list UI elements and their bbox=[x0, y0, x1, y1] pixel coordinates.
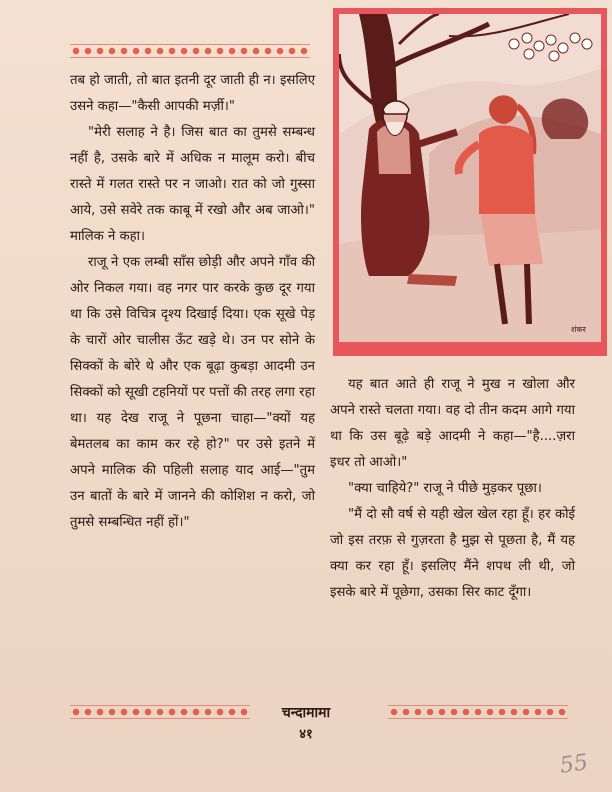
paragraph: "मेरी सलाह ने है। जिस बात का तुमसे सम्बन्ध नहीं है, उसके बारे में अधिक न मालूम करो। बीच रास्ते में गलत रास्ते पर न जाओ। रात को जो गुस्सा आये, उसे सवेरे तक काबू में रखो और अब जाओ।" मालिक ने कहा। bbox=[70, 125, 315, 244]
paragraph: तब हो जाती, तो बात इतनी दूर जाती ही न। इसलिए उसने कहा—"कैसी आपकी मर्ज़ी।" bbox=[70, 73, 315, 114]
magazine-name: चन्दामामा bbox=[281, 705, 331, 721]
paragraph: "मैं दो सौ वर्ष से यही खेल खेल रहा हूँ। हर कोई जो इस तरफ़ से गुज़रता है मुझ से पूछता है, मैं यह क्या कर रहा हूँ। इसलिए मैंने शपथ ली थी, जो इसके बारे में पूछेगा, उसका सिर काट दूँगा। bbox=[330, 507, 575, 600]
handwritten-page-mark: 55 bbox=[558, 750, 590, 779]
top-ornament-border bbox=[70, 44, 310, 58]
paragraph: राजू ने एक लम्बी साँस छोड़ी और अपने गाँव की ओर निकल गया। वह नगर पार करके कुछ दूर गया था कि उसे विचित्र दृश्य दिखाई दिया। एक सूखे पेड़ के चारों ओर चालीस ऊँट खड़े थे। उन पर सोने के सिक्कों के बोरे थे और एक बूढ़ा कुबड़ा आदमी उन सिक्कों को सूखी टहनियों पर पत्तों की तरह लगा रहा था। यह देख राजू ने पूछना चाहा—"क्यों यह बेमतलब का काम कर रहे हो?" पर उसे इतने में अपने मालिक की पहिली सलाह याद आई—"तुम उन बातों के बारे में जानने की कोशिश न करो, जो तुमसे सम्बन्धित नहीं हों।" bbox=[70, 255, 315, 530]
illustration-art bbox=[339, 14, 601, 342]
left-text-column bbox=[70, 68, 315, 536]
story-illustration bbox=[333, 8, 607, 356]
artist-signature: शंकर bbox=[571, 325, 586, 334]
right-text-column bbox=[330, 372, 575, 606]
paragraph: यह बात आते ही राजू ने मुख न खोला और अपने रास्ते चलता गया। वह दो तीन कदम आगे गया था कि उस बूढ़े बड़े आदमी ने कहा—"है....ज़रा इधर तो आओ।" bbox=[330, 377, 575, 470]
paragraph: "क्या चाहिये?" राजू ने पीछे मुड़कर पूछा। bbox=[348, 481, 542, 496]
page-number: ४१ bbox=[299, 727, 313, 742]
